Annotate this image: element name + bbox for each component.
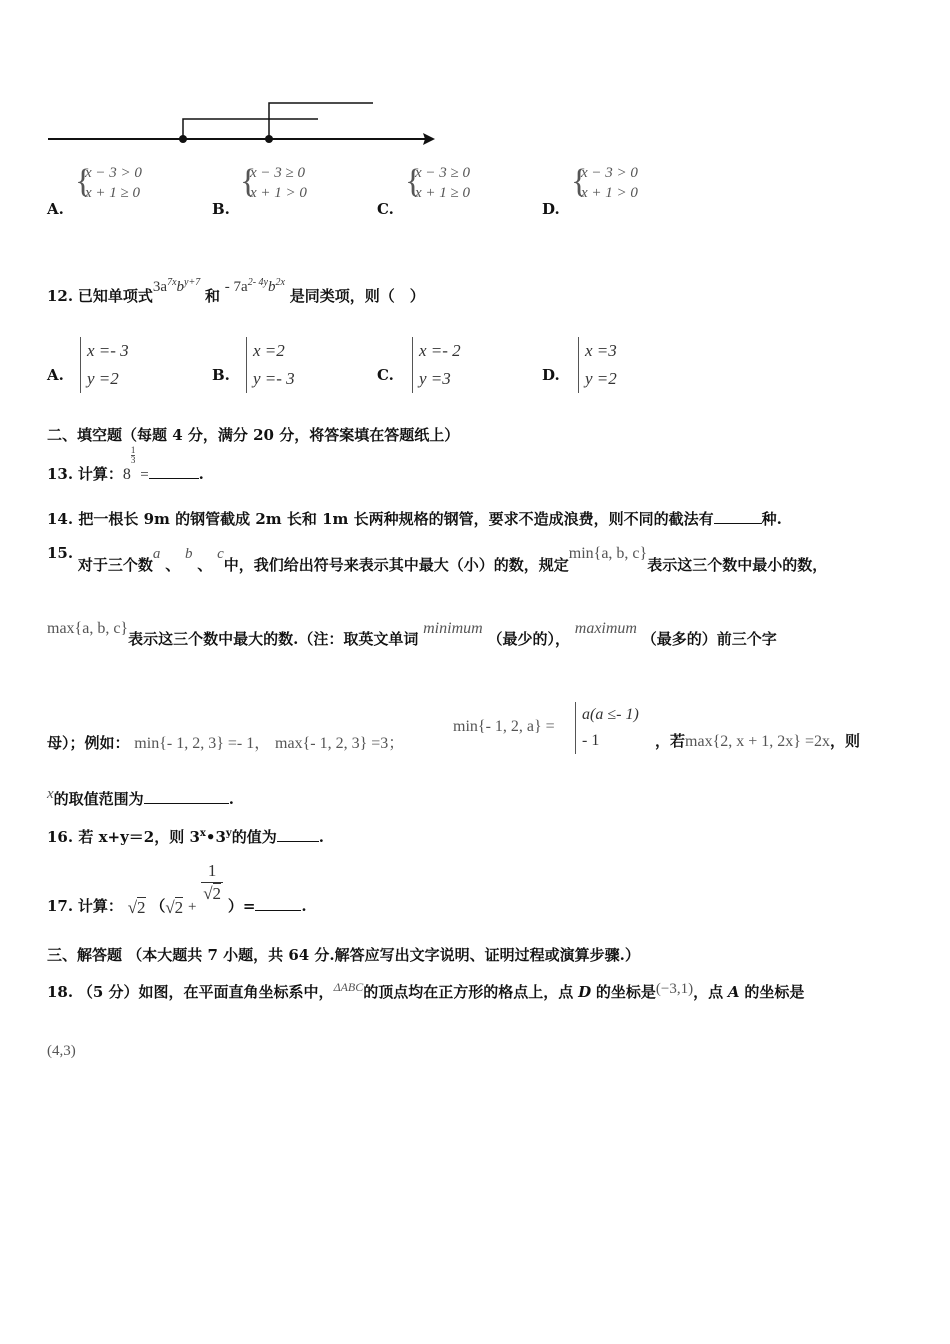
- point-three: [265, 135, 273, 143]
- answer-blank[interactable]: [714, 523, 762, 524]
- answer-blank[interactable]: [144, 803, 229, 804]
- inequality-system: { x − 3 > 0 x + 1 ≥ 0: [75, 163, 142, 201]
- inequality-system: { x − 3 > 0 x + 1 > 0: [571, 163, 638, 201]
- q18-a-coordinate: (4,3): [47, 1043, 76, 1059]
- answer-blank[interactable]: [255, 910, 301, 911]
- q15-line3: 母）；例如： min{- 1, 2, 3} =- 1， max{- 1, 2, 3} =3；: [47, 734, 405, 752]
- option-label: C.: [377, 200, 394, 218]
- q17: 17. 计算： √2 （$√2 + \frac{1}{√2}$ ）= .: [47, 861, 307, 917]
- section-heading-fill-in: 二、填空题（每题 4 分，满分 20 分，将答案填在答题纸上）: [47, 426, 460, 444]
- q16: 16. 若 x+y＝2，则 3$^x$•3$^y$的值为 .: [47, 828, 324, 846]
- number-line-figure: [40, 95, 450, 150]
- q14: 14. 把一根长 9m 的钢管截成 2m 长和 1m 长两种规格的钢管，要求不造成浪费，则不同的截法有 种.: [47, 510, 782, 528]
- q15-line1: 15. 对于三个数a 、 b 、 c中，我们给出符号来表示其中最大（小）的数，规定min{a, b, c}表示这三个数中最小的数，: [47, 544, 828, 574]
- q12-stem: 12. 已知单项式$3a^{7x}b^{y+7}$ 和 - $7a^{2- 4y}b^{2x}$ 是同类项，则（ ）: [47, 277, 425, 305]
- point-minus-one: [179, 135, 187, 143]
- answer-blank[interactable]: [277, 841, 319, 842]
- inequality-system: { x − 3 ≥ 0 x + 1 > 0: [240, 163, 307, 201]
- option-label: D.: [542, 200, 560, 218]
- inequality-system: { x − 3 ≥ 0 x + 1 ≥ 0: [405, 163, 471, 201]
- q13: 13. 计算：$8\frac{1}{3}$ = .: [47, 445, 204, 483]
- q15-line2: max{a, b, c}表示这三个数中最大的数.（注：取英文单词 minimum （最少的）， maximum （最多的）前三个字: [47, 620, 777, 648]
- answer-blank[interactable]: [149, 478, 199, 479]
- option-label: B.: [212, 200, 230, 218]
- section-heading-solutions: 三、解答题 （本大题共 7 小题，共 64 分.解答应写出文字说明、证明过程或演算步骤.）: [47, 946, 640, 964]
- q15-line4: x的取值范围为 .: [47, 786, 234, 808]
- option-label: A.: [47, 200, 64, 218]
- q15-piecewise-cases: a(a ≤- 1) - 1: [575, 702, 639, 754]
- q18: 18. （5 分）如图，在平面直角坐标系中，$^{\Delta ABC}$的顶点均在正方形的格点上，点 D 的坐标是(−3,1)，点 A 的坐标是: [47, 980, 805, 1001]
- fraction-one-over-root2: $\frac{1}{√2}$: [203, 861, 222, 903]
- q15-piecewise-lhs: min{- 1, 2, a} =: [453, 718, 555, 735]
- q15-condition: ，若max{2, x + 1, 2x} =2x，则: [655, 732, 860, 750]
